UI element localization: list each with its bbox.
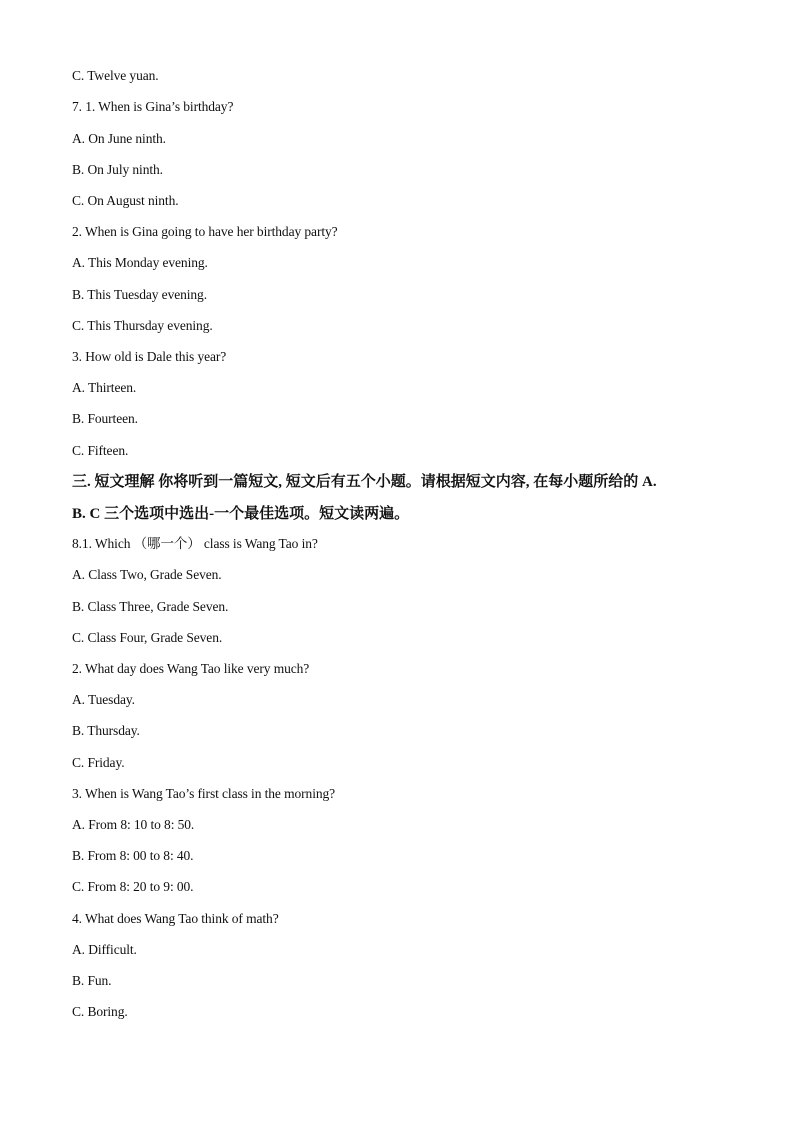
question-8-4: 4. What does Wang Tao think of math?: [72, 911, 279, 926]
question-8-1: 8.1. Which （哪一个） class is Wang Tao in?: [72, 536, 318, 551]
section-heading-line-2: B. C 三个选项中选出-一个最佳选项。短文读两遍。: [72, 506, 410, 522]
option-c-q8-2: C. Friday.: [72, 755, 125, 770]
option-a-q7-3: A. Thirteen.: [72, 380, 137, 395]
option-c-q7-1: C. On August ninth.: [72, 193, 179, 208]
option-c-q8-4: C. Boring.: [72, 1004, 128, 1019]
question-7-1: 7. 1. When is Gina’s birthday?: [72, 99, 234, 114]
option-b-q7-3: B. Fourteen.: [72, 411, 138, 426]
option-a-q7-1: A. On June ninth.: [72, 131, 166, 146]
option-a-q8-1: A. Class Two, Grade Seven.: [72, 567, 222, 582]
option-b-q8-1: B. Class Three, Grade Seven.: [72, 599, 229, 614]
question-8-2: 2. What day does Wang Tao like very much?: [72, 661, 310, 676]
option-c-q7-2: C. This Thursday evening.: [72, 318, 213, 333]
section-heading-line-1: 三. 短文理解 你将听到一篇短文, 短文后有五个小题。请根据短文内容, 在每小题所给的 A.: [72, 474, 657, 490]
option-c-q7-3: C. Fifteen.: [72, 443, 129, 458]
option-b-q7-1: B. On July ninth.: [72, 162, 163, 177]
option-c-q8-3: C. From 8: 20 to 9: 00.: [72, 879, 194, 894]
question-7-3: 3. How old is Dale this year?: [72, 349, 227, 364]
option-a-q8-3: A. From 8: 10 to 8: 50.: [72, 817, 195, 832]
option-b-q8-2: B. Thursday.: [72, 723, 140, 738]
question-8-3: 3. When is Wang Tao’s first class in the morning?: [72, 786, 336, 801]
option-a-q7-2: A. This Monday evening.: [72, 255, 208, 270]
question-7-2: 2. When is Gina going to have her birthday party?: [72, 224, 338, 239]
option-a-q8-4: A. Difficult.: [72, 942, 137, 957]
option-a-q8-2: A. Tuesday.: [72, 692, 135, 707]
option-c-q6: C. Twelve yuan.: [72, 68, 159, 83]
option-b-q8-3: B. From 8: 00 to 8: 40.: [72, 848, 194, 863]
option-c-q8-1: C. Class Four, Grade Seven.: [72, 630, 223, 645]
option-b-q7-2: B. This Tuesday evening.: [72, 287, 207, 302]
option-b-q8-4: B. Fun.: [72, 973, 112, 988]
